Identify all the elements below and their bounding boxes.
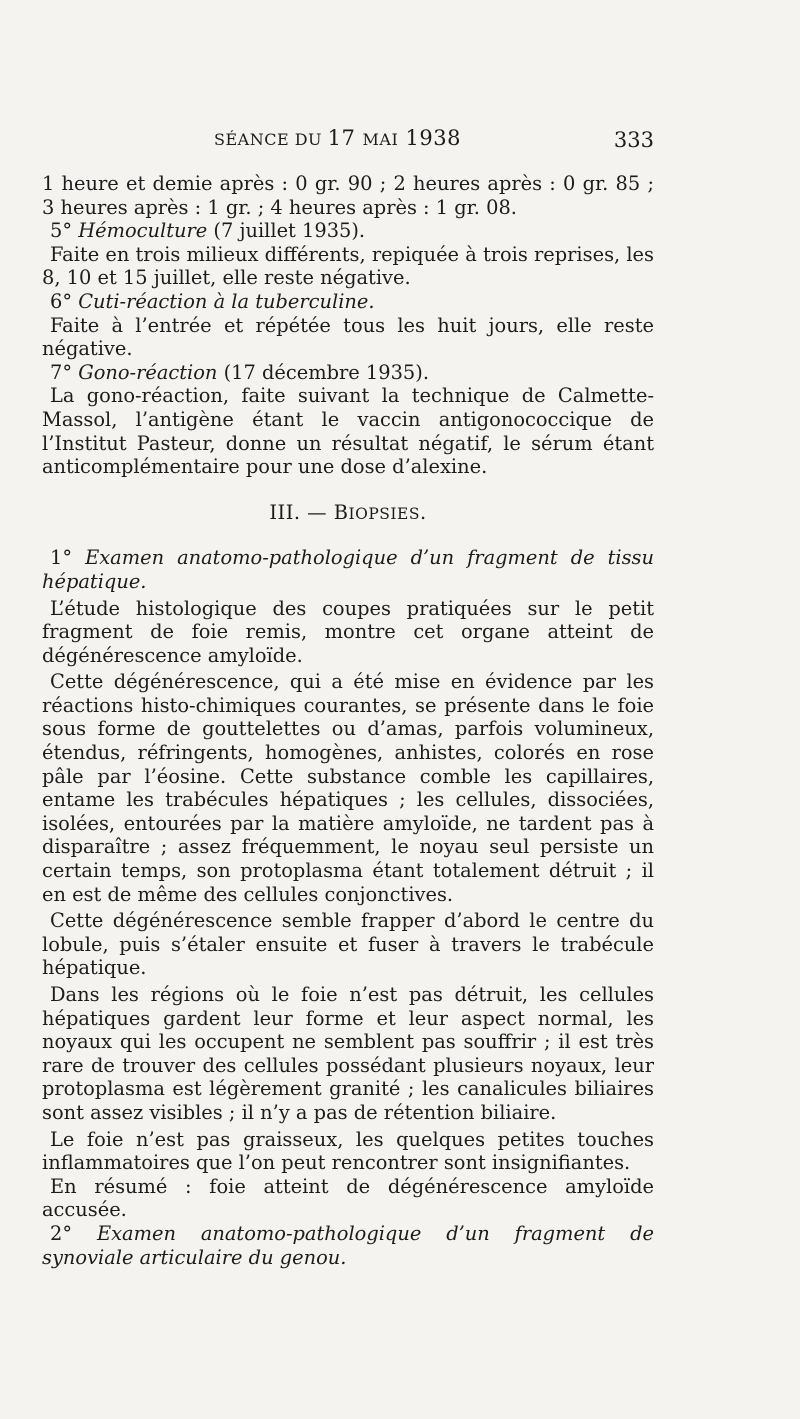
paragraph-11: Cette dégénérescence semble frapper d’abord le centre du lobule, puis s’étaler ensuite et fuser à travers le trabécule hépatique. — [42, 909, 654, 980]
paragraph-7: La gono-réaction, faite suivant la technique de Calmette-Massol, l’antigène étant le vaccin antigonococcique de l’Institut Pasteur, donne un résultat négatif, le sérum étant anticomplémentaire pour une dose d’alexine. — [42, 384, 654, 479]
header-title — [214, 126, 461, 150]
paragraph-gono-heading — [42, 361, 654, 385]
item-number: 1° — [50, 546, 73, 570]
header-title-year: 1938 — [405, 126, 461, 150]
item-title: Hémoculture — [78, 219, 208, 243]
section-heading — [42, 501, 654, 527]
item-title: Examen anatomo-pathologique d’un fragment de synoviale articulaire du genou. — [42, 1221, 654, 1269]
page-number: 333 — [613, 128, 654, 152]
header-title-month: MAI — [362, 130, 399, 149]
item-title: Examen anatomo-pathologique d’un fragment de tissu hépatique. — [42, 546, 654, 593]
item-number: 7° — [50, 360, 73, 384]
header-title-prefix: SÉANCE DU — [214, 130, 328, 149]
section-title-rest: IOPSIES — [348, 504, 420, 523]
paragraph-14: En résumé : foie atteint de dégénérescence amyloïde accusée. — [42, 1174, 654, 1222]
body-text — [42, 172, 654, 1269]
item-number: 6° — [50, 289, 73, 313]
paragraph-10: Cette dégénérescence, qui a été mise en évidence par les réactions histo-chimiques courantes, se présente dans le foie sous forme de gouttelettes ou d’amas, parfois volumineux, étendus, réfringents, homogènes, anhistes, colorés en rose pâle par l’éosine. Cette substance comble les capillaires, entame les trabécules hépatiques ; les cellules, dissociées, isolées, entourées par la matière amyloïde, ne tardent pas à disparaître ; assez fréquemment, le noyau seul persiste un certain temps, son protoplasma étant totalement détruit ; il en est de même des cellules conjonctives. — [42, 670, 654, 906]
item-number: 2° — [50, 1221, 73, 1245]
paragraph-exam-synovial-heading — [42, 1222, 654, 1269]
paragraph-3: Faite en trois milieux différents, repiquée à trois reprises, les 8, 10 et 15 juillet, elle reste négative. — [42, 242, 654, 290]
item-date: (17 décembre 1935). — [217, 360, 429, 384]
paragraph-hemoculture-heading — [42, 219, 654, 243]
paragraph-exam-liver-heading — [42, 546, 654, 593]
item-number: 5° — [50, 219, 73, 243]
section-title-end: . — [419, 500, 427, 524]
section-title-first: B — [333, 500, 349, 524]
item-title: Gono-réaction — [78, 360, 218, 384]
paragraph-9: L’étude histologique des coupes pratiquées sur le petit fragment de foie remis, montre cet organe atteint de dégénérescence amyloïde. — [42, 596, 654, 667]
paragraph-13: Le foie n’est pas graisseux, les quelques petites touches inflammatoires que l’on peut rencontrer sont insignifiantes. — [42, 1127, 654, 1175]
paragraph-1: 1 heure et demie après : 0 gr. 90 ; 2 heures après : 0 gr. 85 ; 3 heures après : 1 gr. ; 4 heures après : 1 gr. 08. — [42, 172, 654, 219]
header-title-day: 17 — [327, 126, 356, 150]
section-number: III. — — [269, 500, 334, 524]
paragraph-12: Dans les régions où le foie n’est pas détruit, les cellules hépatiques gardent leur forme et leur aspect normal, les noyaux qui les occupent ne semblent pas souffrir ; il est très rare de trouver des cellules possédant plusieurs noyaux, leur protoplasma est légèrement granité ; les canalicules biliaires sont assez visibles ; il n’y a pas de rétention biliaire. — [42, 983, 654, 1124]
item-title: Cuti-réaction à la tuberculine. — [78, 289, 375, 313]
paragraph-5: Faite à l’entrée et répétée tous les huit jours, elle reste négative. — [42, 313, 654, 361]
running-header — [42, 126, 656, 160]
paragraph-cuti-heading — [42, 290, 654, 314]
item-date: (7 juillet 1935). — [207, 219, 366, 243]
